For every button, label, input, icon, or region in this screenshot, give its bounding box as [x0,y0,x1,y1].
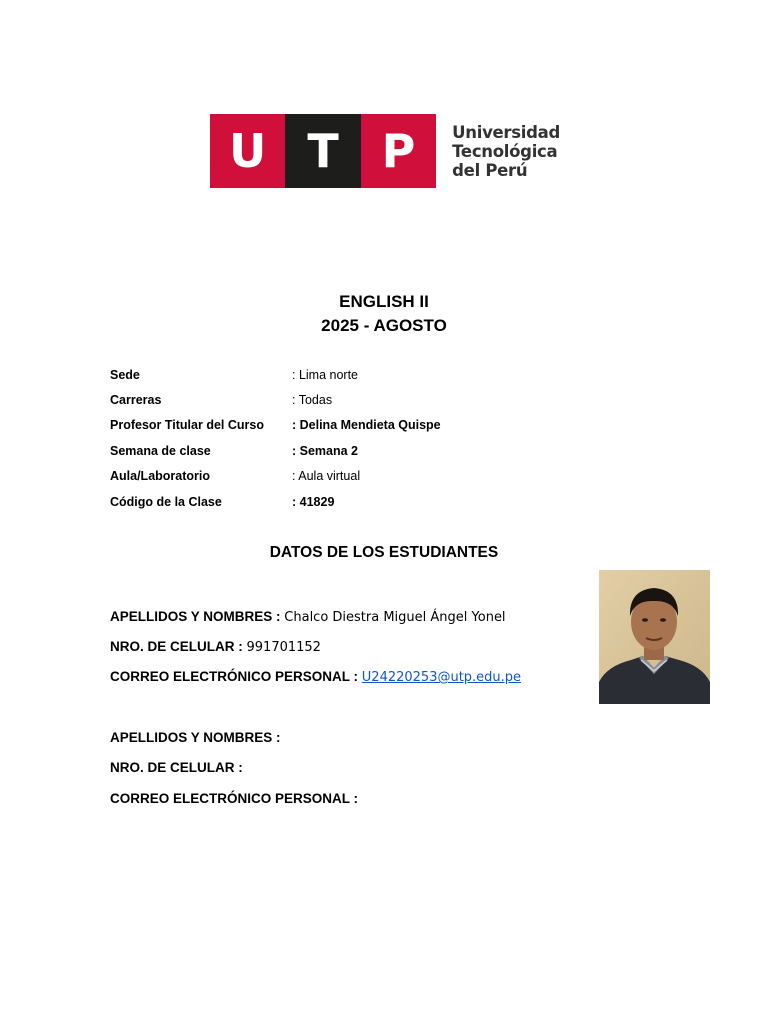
student-2-name-row [110,730,281,745]
info-row-codigo [110,495,334,515]
info-value: : Todas [292,393,333,407]
student-photo-image [599,570,710,704]
student-phone-label: NRO. DE CELULAR : [110,760,243,775]
course-period: 2025 - AGOSTO [321,316,447,335]
info-label: Código de la Clase [110,495,222,509]
students-section-title: DATOS DE LOS ESTUDIANTES [269,544,499,561]
student-1-phone-row [110,639,321,655]
info-label: Aula/Laboratorio [110,469,211,483]
student-name-label: APELLIDOS Y NOMBRES : [110,730,281,745]
student-2-email-row [110,791,358,806]
info-row-carreras [110,393,332,413]
student-2-phone-row [110,760,243,775]
logo-university-name [452,114,560,188]
info-row-profesor [110,418,441,438]
info-value: : Delina Mendieta Quispe [292,418,441,432]
student-photo [599,570,710,704]
logo-name-line-3: del Perú [452,160,528,180]
info-value: : 41829 [292,495,335,509]
info-value: : Lima norte [292,368,359,382]
logo-letter-u: U [210,114,285,188]
course-title: ENGLISH II [339,292,429,311]
student-1-name-row [110,609,506,625]
student-email-label: CORREO ELECTRÓNICO PERSONAL : [110,669,362,684]
utp-logo [210,114,560,188]
student-phone-value: 991701152 [246,640,321,655]
logo-letter-p: P [361,114,436,188]
logo-letter-t: T [285,114,360,188]
student-1-email-row [110,669,521,685]
logo-name-line-1: Universidad [452,122,560,142]
info-label: Carreras [110,393,162,407]
info-value: : Aula virtual [292,469,361,483]
info-row-semana [110,444,358,464]
student-phone-label: NRO. DE CELULAR : [110,639,247,654]
info-row-sede [110,368,358,388]
student-email-link[interactable]: U24220253@utp.edu.pe [361,670,522,685]
info-label: Semana de clase [110,444,211,458]
info-label: Sede [110,368,140,382]
info-row-aula [110,469,360,489]
info-label: Profesor Titular del Curso [110,418,264,432]
logo-name-line-2: Tecnológica [452,141,558,161]
student-email-label: CORREO ELECTRÓNICO PERSONAL : [110,791,359,806]
student-name-value: Chalco Diestra Miguel Ángel Yonel [284,610,506,625]
info-value: : Semana 2 [292,444,359,458]
student-name-label: APELLIDOS Y NOMBRES : [110,609,285,624]
